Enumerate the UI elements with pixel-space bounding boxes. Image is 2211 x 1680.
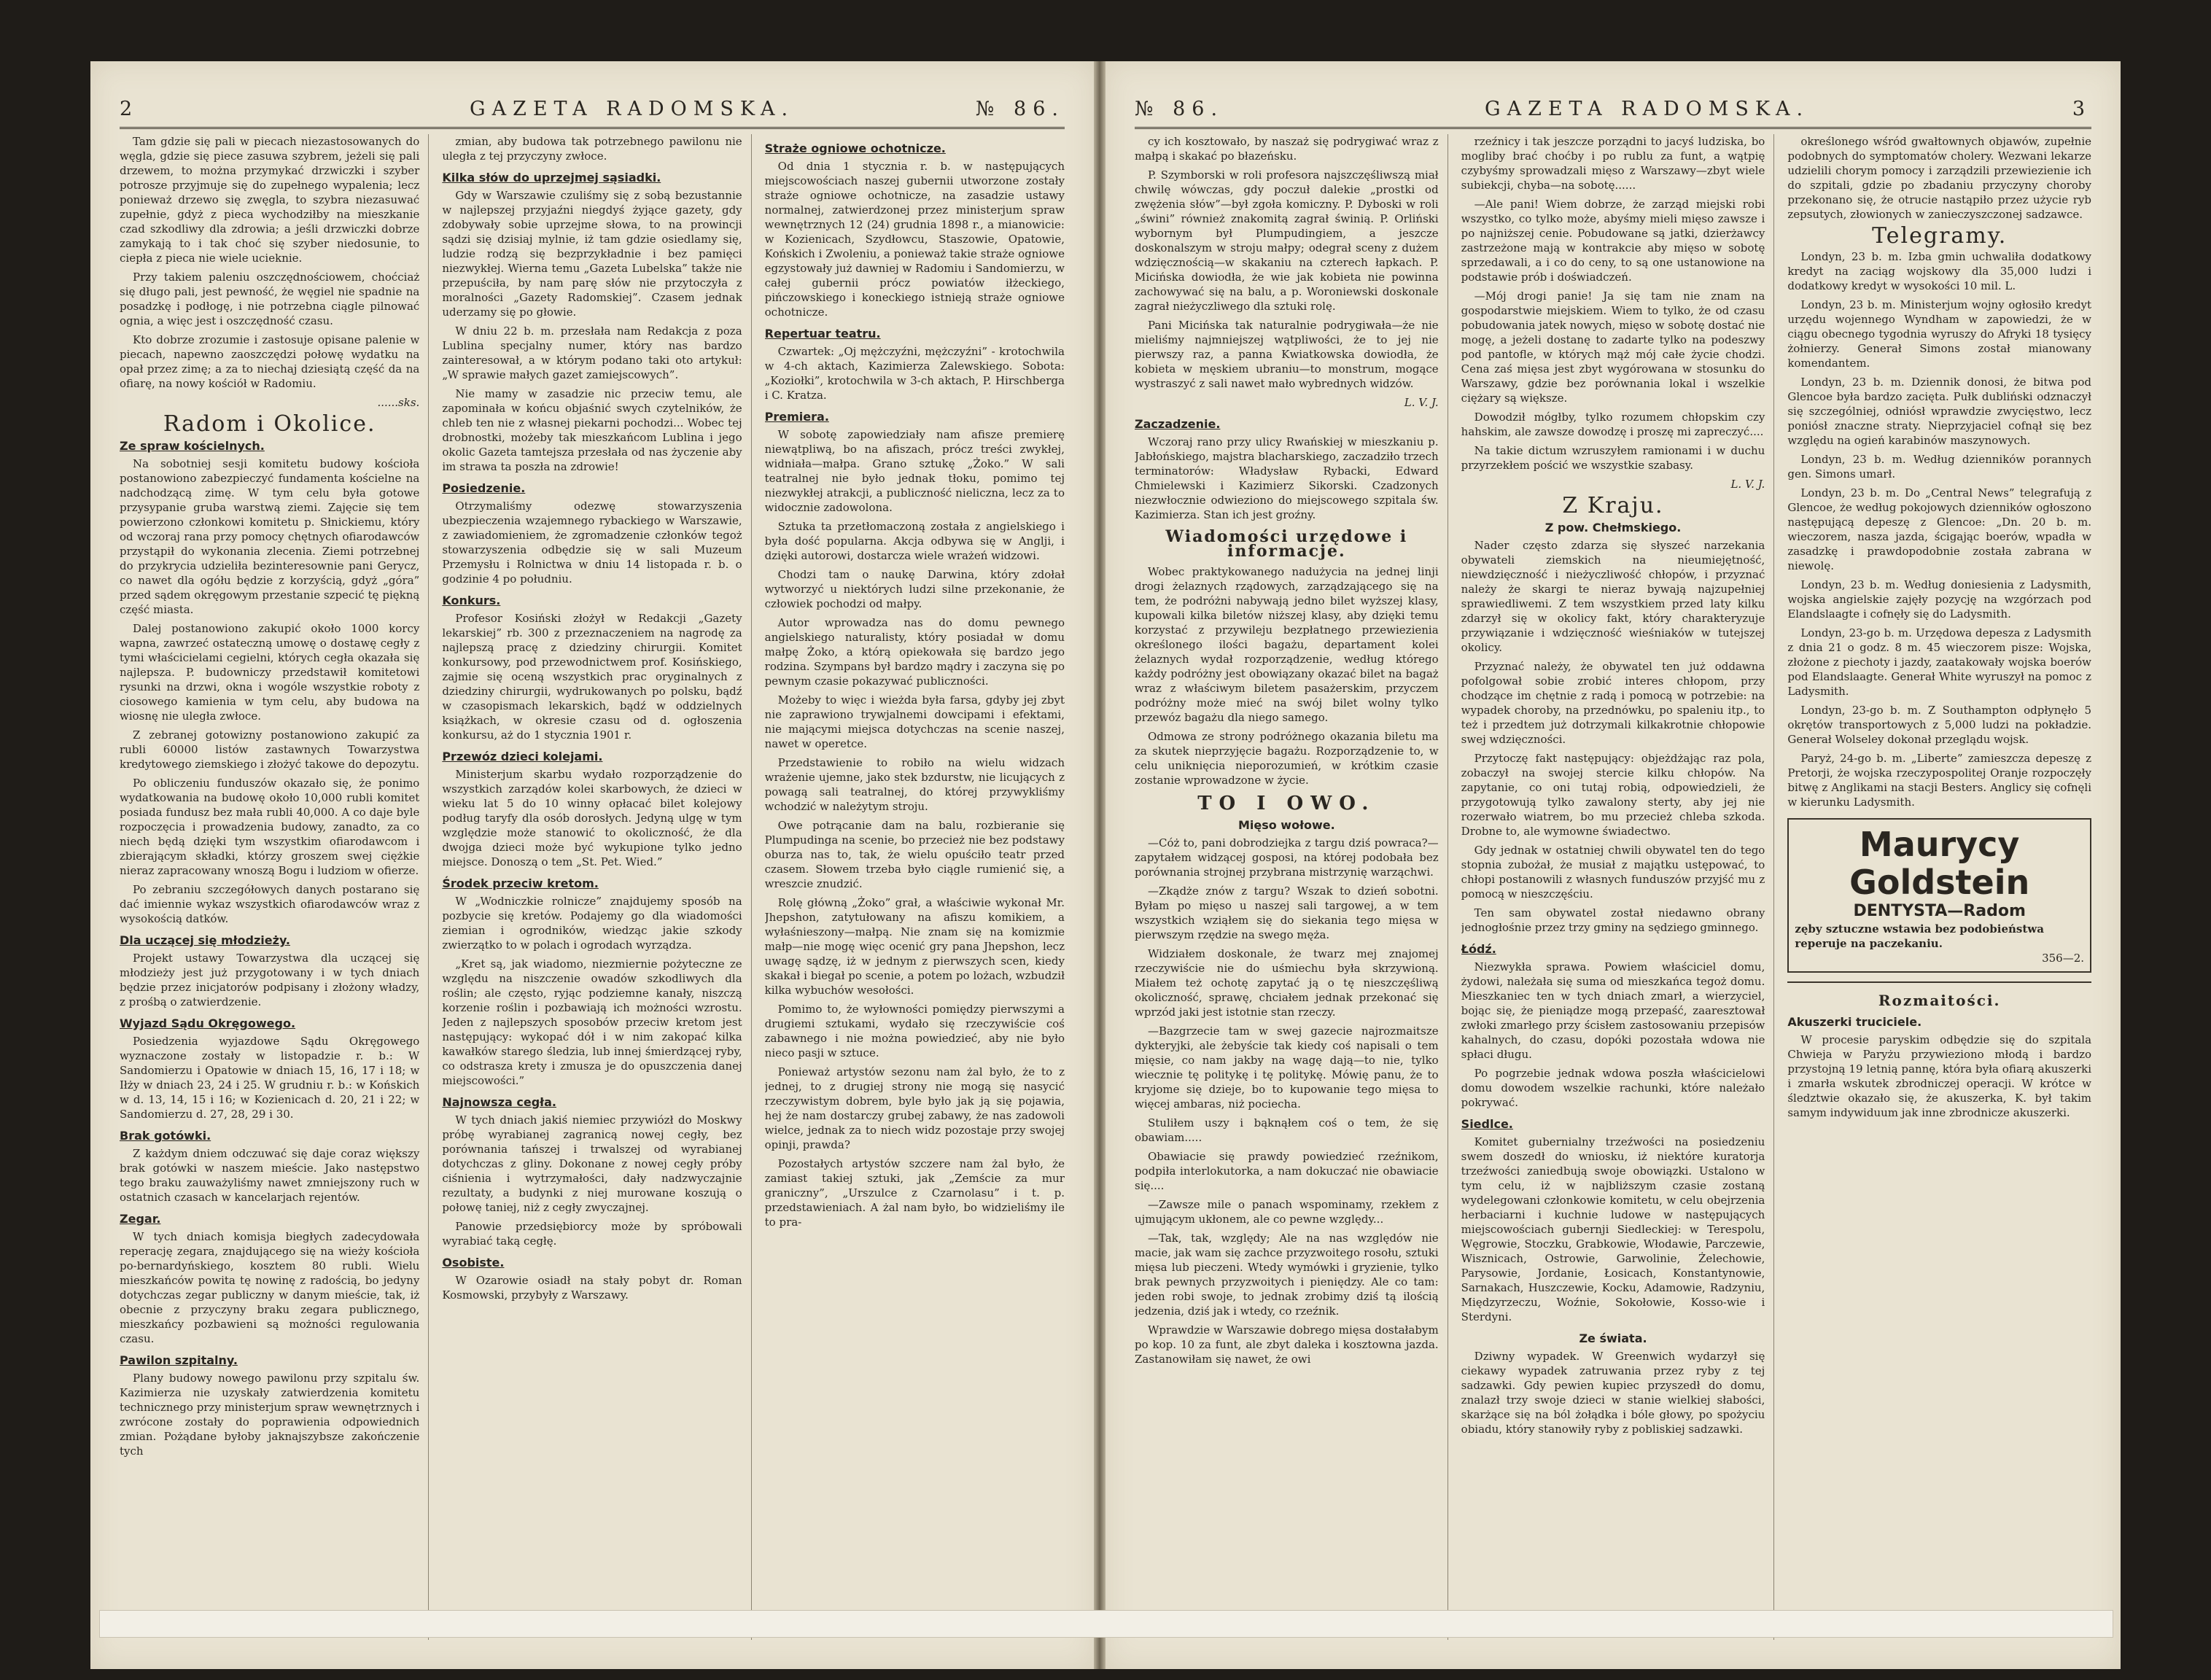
page-number: 2 xyxy=(120,98,139,120)
telegram-item: Londyn, 23-go b. m. Urzędowa depesza z Ladysmith z dnia 21 o godz. 8 m. 45 wieczorem pisze: Wojska, złożone z piechoty i jazdy, zaatakowały wojska boerów pod Elandslaagte. Generał White wyruszył na pomoc z Ladysmith. xyxy=(1787,626,2092,698)
paragraph: Nader często zdarza się słyszeć narzekania obywateli ziemskich na nieumiejętność, niewdzięczność i nieżyczliwość chłopów, i przyznać należy że skargi te nieraz bywają najzupełniej sprawiedliwemi. Z tem wszystkiem przed laty kilku zdarzył się w okolicy fakt, który charakteryzuje przywiązanie i wdzięczność wieśniaków w tutejszej okolicy. xyxy=(1461,539,1765,654)
paragraph: Przy takiem paleniu oszczędnościowem, choćciaż się długo pali, jest pewność, że węgiel nie spadnie na posadzkę i podłogę, i nie potrzebna ciągle pilnować ognia, a więc jest i oszczędność czasu. xyxy=(120,271,420,327)
paragraph: P. Szymborski w roli profesora najszczęśliwszą miał chwilę wówczas, gdy poczuł dalekie „prostki od zwężenia słów”—był zgoła komiczny. P. Dyboski w roli „świni” również znakomitą zagrał świnią. P. Orliński wybornym był Plumpudingiem, a jeszcze doskonalszym w stroju małpy; odegrał sceny z dużem wdzięcznością—w skakaniu na czterech łapkach. P. Micińska dowiodła, że wie jak kobieta nie powinna zachowywać się na balu, a p. Woroniewski doskonale zagrał nieżyczliwego dla sztuki rolę. xyxy=(1135,168,1439,313)
paragraph: Nie mamy w zasadzie nic przeciw temu, ale zapominała w końcu objaśnić swych czytelników, że chleb ten nie z własnej piekarni pochodzi... Wobec tej drobnostki, możeby tak mieszkańcom Lublina i jego okolic Gazeta tamtejsza przesłała od nas życzenie aby im strawa ta poszła na zdrowie! xyxy=(442,387,742,473)
paragraph: W procesie paryskim odbędzie się do szpitala Chwieja w Paryżu przywieziono młodą i bardzo przystojną 19 letnią pannę, która była ofiarą akuszerki i zmarła wskutek zbrodniczej operacji. W krótce w śledztwie okazało się, że akuszerka, K. był takim samym indywiduum jak inne zbrodnicze akuszerki. xyxy=(1787,1033,2092,1119)
telegram-item: Londyn, 23 b. m. Według doniesienia z Ladysmith, wojska angielskie zajęły pozycję na wzgórzach pod Elandslaagte i cofnęły się do Ladysmith. xyxy=(1787,578,2092,621)
paragraph: Ministerjum skarbu wydało rozporządzenie do wszystkich zarządów kolei skarbowych, że dzieci w wieku lat 5 do 10 winny opłacać bilet kolejowy podług taryfy dla osób dorosłych. Jedyną ulgę w tym względzie może stanowić to okoliczność, że dla dwojga dzieci może być wykupione tylko jedno miejsce. Donoszą o tem „St. Pet. Wied.” xyxy=(442,768,742,868)
paragraph: Owe potrącanie dam na balu, rozbieranie się Plumpudinga na scenie, bo przecież nie bez podstawy oburza nas to, tak, że wielu opuściło teatr przed czasem. Słowem trzeba było ciągle rumienić się, a wreszcie znudzić. xyxy=(764,819,1065,890)
paragraph: —Ale pani! Wiem dobrze, że zarząd miejski robi wszystko, co tylko może, abyśmy mieli mięso zawsze i po najniższej cenie. Pobudowane są jatki, dzierżawcy zastrzeżone mają w kontrakcie aby mięso w sobotę sprzedawali, a i co do ceny, to są one ustanowione na podstawie prób i doświadczeń. xyxy=(1461,198,1765,284)
left-column-2 xyxy=(442,134,751,1640)
left-column-3 xyxy=(765,134,1065,1640)
subheading: Z pow. Chełmskiego. xyxy=(1544,521,1682,534)
paragraph: Gdy w Warszawie czuliśmy się z sobą bezustannie w najlepszej przyjaźni niegdyś żyjące gazety, gdy zdobywały sobie uprzejme słowa, to na prowincji sądzi się dzisiaj mylnie, iż tam gdzie osiedlamy się, ludzie rodzą się bezprzykładnie i bez pamięci niezwykłej. Wierna temu „Gazeta Lubelska” także nie przepuściła, by nam parę słów nie przytoczyła z moralności „Gazety Radomskiej”. Czasem jednak uderzamy się po głowie. xyxy=(442,189,742,319)
paragraph: Po obliczeniu funduszów okazało się, że ponimo wydatkowania na budowę około 10,000 rubli komitet posiada fundusz bez mała rubli 40,000. A co daje byle rozpoczęcia i prowadzenia budowy, zanadto, za co niech będą dzięki tym wszystkim ofiarodawcom i zbierającym składki, którzy groszem swej ciężkie nieraz zapracowany wnoszą Bogu i ludziom w ofierze. xyxy=(120,777,420,877)
subheading: Przewóz dzieci kolejami. xyxy=(442,750,603,763)
ad-name: Maurycy Goldstein xyxy=(1849,825,2030,902)
paragraph: Posiedzenia wyjazdowe Sądu Okręgowego wyznaczone zostały w listopadzie r. b.: W Sandomierzu i Opatowie w dniach 15, 16, 17 i 18; w Iłży w dniach 23, 24 i 25. W grudniu r. b.: w Końskich w d. 13, 14, 15 i 16; w Kozienicach d. 20, 21 i 22; w Sandomierzu d. 27, 28, 29 i 30. xyxy=(120,1035,420,1121)
subheading: Kilka słów do uprzejmej sąsiadki. xyxy=(442,171,661,184)
ad-profession: DENTYSTA—Radom xyxy=(1853,902,2026,920)
left-page-header xyxy=(120,98,1065,129)
paragraph: rzeźnicy i tak jeszcze porządni to jacyś ludziska, bo mogliby brać choćby i po rublu za funt, a wątpię czybyśmy sprowadzali mięso z Warszawy—zbyt wiele subiekcji, chyba—na sobotę...... xyxy=(1461,135,1765,192)
paragraph: Z zebranej gotowizny postanowiono zakupić za rubli 60000 listów zastawnych Towarzystwa kredytowego ziemskiego i złożyć takowe do depozytu. xyxy=(120,728,420,771)
paragraph: „Kret są, jak wiadomo, niezmiernie pożyteczne ze względu na niszczenie owadów szkodliwych dla roślin; ale często, ryjąc podziemne kanały, niszczą korzenie roślin i pozbawiają ich możności wzrostu. Jeden z najlepszych sposobów przeciw kretom jest następujący: wykopać dół i w nim zakopać kilka kawałków starego śledzia, lub innej śmierdzącej ryby, co odstrasza krety i zmusza je do opuszczenia danej miejscowości.” xyxy=(442,957,742,1087)
paragraph: Przedstawienie to robiło na wielu widzach wrażenie ujemne, jako stek bzdurstw, nie licujących z powagą sali teatralnej, do której przywykliśmy wchodzić w należytym stroju. xyxy=(764,756,1065,813)
paragraph: Odmowa ze strony podróżnego okazania biletu ma za skutek nieprzyjęcie bagażu. Rozporządzenie to, w celu uniknięcia nieporozumień, w krótkim czasie zostanie wprowadzone w życie. xyxy=(1135,730,1439,787)
paragraph: Projekt ustawy Towarzystwa dla uczącej się młodzieży jest już przygotowany i w tych dniach będzie przez inicjatorów podpisany i złożony władzy, z prośbą o zatwierdzenie. xyxy=(120,952,420,1008)
telegram-item: Londyn, 23-go b. m. Z Southampton odpłynęło 5 okrętów transportowych z 5,000 ludzi na pokładzie. Generał Wolseley dokonał przeglądu wojsk. xyxy=(1787,704,2092,746)
paragraph: Stuliłem uszy i bąknąłem coś o tem, że się obawiam..... xyxy=(1135,1116,1439,1144)
right-column-2 xyxy=(1461,134,1775,1640)
telegram-item: Paryż, 24-go b. m. „Liberte” zamieszcza depeszę z Pretorji, że wojska rzeczypospolitej Oranje rozpoczęły bitwę z Anglikami na stacji Besters. Anglicy się cofnęli w kierunku Ladysmith. xyxy=(1787,752,2092,809)
subheading: Repertuar teatru. xyxy=(764,327,881,341)
paragraph: W „Wodniczkie rolnicze” znajdujemy sposób na pozbycie się kretów. Podajemy go dla wiadomości ziemian i ogrodników, wiedząc jakie szkody zwierzątko to w polach i ogrodach wyrządza. xyxy=(442,895,742,952)
telegram-item: Londyn, 23 b. m. Do „Central News” telegrafują z Glencoe, że według pokojowych dzienników ogłoszono następującą depeszę z Glencoe: „Dn. 20 b. m. wieczorem, nasza jazda, ścigając boerów, wpadła w zasadzkę i prawdopodobnie została zabrana w niewolę. xyxy=(1787,486,2092,572)
section-heading: Radom i Okolice. xyxy=(163,411,376,437)
paragraph: cy ich kosztowało, by naszaż się podrygiwać wraz z małpą i skakać po błazeńsku. xyxy=(1135,135,1439,163)
paragraph: W sobotę zapowiedziały nam afisze premierę niewątpliwą, bo na afiszach, prócz treści zwykłej, widniała—małpa. Grano sztukę „Żoko.” W sali teatralnej nie było jednak tłoku, pomimo tej niezwykłej atrakcji, a publiczność nieliczna, lecz za to widocznie zadowolona. xyxy=(764,428,1065,514)
subheading: Siedlce. xyxy=(1461,1117,1513,1131)
paragraph: Otrzymaliśmy odezwę stowarzyszenia ubezpieczenia wzajemnego rybackiego w Warszawie, z zawiadomieniem, że zgromadzenie członków tegoż stowarzyszenia odbędzie się w sali Muzeum Przemysłu i Rolnictwa w dniu 14 listopada r. b. o godzinie 4 po południu. xyxy=(442,499,742,586)
issue-number: № 86. xyxy=(1135,98,1224,120)
right-column-1 xyxy=(1135,134,1448,1640)
paragraph: Po pogrzebie jednak wdowa poszła właścicielowi domu dowodem wszelkie rachunki, które należało pokrywać. xyxy=(1461,1067,1765,1109)
paragraph: —Zawsze mile o panach wspominamy, rzekłem z ujmującym ukłonem, ale co pewne względy... xyxy=(1135,1198,1439,1226)
newspaper-title: GAZETA RADOMSKA. xyxy=(1485,98,1810,120)
signature: ......sks. xyxy=(377,396,420,409)
paragraph: Rolę główną „Żoko” grał, a właściwie wykonał Mr. Jhepshon, zatytułowany na afiszu komikiem, a wyłaśnieszony—małpą. Nie znam się na komizmie małp—nie mogę więc ocenić gry pana Jhepshon, lecz uwagę sądzę, iż w jednym z pierwszych scen, kiedy skakał i biegał po scenie, a potem po lożach, wzbudził kilka wybuchów wesołości. xyxy=(764,896,1065,997)
paragraph: określonego wśród gwałtownych objawów, zupełnie podobnych do symptomatów cholery. Wezwani lekarze udzielili chorym pomocy i zarządzili przewiezienie ich do szpitali, gdzie po zbadaniu przyczyny choroby przekonano się, że otrucie nastąpiło przez użycie ryb zepsutych, złowionych w zanieczyszczonej sadzawce. xyxy=(1787,135,2092,221)
section-heading: Z Kraju. xyxy=(1562,493,1664,518)
paragraph: Autor wprowadza nas do domu pewnego angielskiego naturalisty, który posiadał w domu małpę Żoko, a którą opiekowała się bardzo jego rodzina. Szympans był bardzo mądry i zaczyna się po pewnym czasie pokazywać publiczności. xyxy=(764,616,1065,688)
subheading: Straże ogniowe ochotnicze. xyxy=(764,141,946,155)
paragraph: Gdy jednak w ostatniej chwili obywatel ten do tego stopnia zubożał, że musiał z majątku ustępować, to chłopi postanowili z własnych funduszów przyjść mu z pomocą w nieszczęściu. xyxy=(1461,844,1765,901)
paragraph: Ten sam obywatel został niedawno obrany jednogłośnie przez trzy gminy na sędziego gminnego. xyxy=(1461,906,1765,934)
paragraph: W tych dniach jakiś niemiec przywiózł do Moskwy próbę wyrabianej zagranicą nowej cegły, bez porównania tańszej i trwalszej od wyrabianej dotychczas z gliny. Dokonane z nowej cegły próby ciśnienia i wytrzymałości, dały nadzwyczajnie rezultaty, a budynki z niej murowane koszują o połowę taniej, niż z cegły zwyczajnej. xyxy=(442,1113,742,1214)
subheading: Zegar. xyxy=(120,1212,161,1226)
paragraph: Plany budowy nowego pawilonu przy szpitalu św. Kazimierza nie uzyskały zatwierdzenia komitetu technicznego przy ministerjum spraw wewnętrznych i zwrócone zostały do poprawienia odpowiednich zmian. Pożądane byłoby jaknajszybsze zakończenie tych xyxy=(120,1372,420,1458)
paragraph: Tam gdzie się pali w piecach niezastosowanych do węgla, gdzie się piece zasuwa szybrem, jeżeli się pali drzewem, to można przymykać drzwiczki i szyber potrosze przyjmuje się do zupełnego wypalenia; lecz ponieważ drzewo się zwęgla, to szybra niezasuwać zupełnie, gdyż z pieca wychodziłby na mieszkanie czad szkodliwy dla zdrowia; a jeśli drzwiczki dobrze zamykają to i tak choć się szyber niedosunie, to ciepła z pieca nie wiele ucieknie. xyxy=(120,135,420,265)
paragraph: W Ozarowie osiadł na stały pobyt dr. Roman Kosmowski, przybyły z Warszawy. xyxy=(442,1274,742,1302)
to-i-owo-heading: TO I OWO. xyxy=(1197,793,1376,814)
paragraph: Niezwykła sprawa. Powiem właściciel domu, żydowi, należała się suma od mieszkańca tegoż domu. Mieszkaniec ten w tych dniach zmarł, a wierzyciel, bojąc się, że pieniądze mogą przepaść, zaaresztował zwłoki zmarłego przy ścisłem zastosowaniu przepisów kahalnych, do czasu, dopóki pozostała wdowa nie spłaci długu. xyxy=(1461,960,1765,1061)
book-gutter xyxy=(1094,61,1106,1669)
paragraph: Kto dobrze zrozumie i zastosuje opisane palenie w piecach, napewno zaoszczędzi połowę wydatku na opał przez zimę; a za to niechaj dziesiątą część da na ofiarę, na nowy kościół w Radomiu. xyxy=(120,333,420,390)
paragraph: Przyznać należy, że obywatel ten już oddawna pofolgował sobie zrobić interes chłopom, przy chodzące im chętnie z radą i pomocą w potrzebie: na wypadek choroby, na przednówku, po spaleniu itp., to też i przedtem już dotrzymali kilkakrotnie chłopowie swej wdzięczności. xyxy=(1461,660,1765,746)
subheading: Ze świata. xyxy=(1579,1331,1647,1345)
paragraph: —Zkądże znów z targu? Wszak to dzień sobotni. Byłam po mięso u naszej sali targowej, a w tem wszystkich wziąłem się do siekania tego mięsa w pierwszym rzędzie na swego męża. xyxy=(1135,884,1439,941)
left-column-1 xyxy=(120,134,429,1640)
subheading: Akuszerki truciciele. xyxy=(1787,1015,1922,1029)
subheading: Osobiste. xyxy=(442,1256,505,1269)
subheading: Brak gotówki. xyxy=(120,1129,211,1143)
miscellany-section xyxy=(1787,981,2091,1120)
paragraph: zmian, aby budowa tak potrzebnego pawilonu nie uległa z tej przyczyny zwłoce. xyxy=(442,135,742,163)
paragraph: —Mój drogi panie! Ja się tam nie znam na gospodarstwie miejskiem. Wiem to tylko, że od czasu pobudowania jatek nowych, mięso w sobotę dostać nie mogę, a jeżeli dostanę to zadarte tylko na podeszwy pod pantofle, w których mąż mój całe życie chodzi. Cena zaś mięsa jest zbyt wygórowana w stosunku do Warszawy, gdzie bez porównania lokal i wszelkie ciężary są większe. xyxy=(1461,289,1765,405)
paragraph: W tych dniach komisja biegłych zadecydowała reperację zegara, znajdującego się na wieży kościoła po-bernardyńskiego, kosztem 80 rubli. Wielu mieszkańców powita tę nowinę z radością, bo jedyny dotychczas zegar publiczny w danym mieście, tak, iż obecnie z przyczyny braku zegara publicznego, mieszkańcy pozbawieni są możności regulowania czasu. xyxy=(120,1230,420,1345)
signature: L. V. J. xyxy=(1404,396,1439,409)
subheading: Konkurs. xyxy=(442,594,501,607)
subheading: Mięso wołowe. xyxy=(1237,818,1335,832)
paragraph: Czwartek: „Oj mężczyźni, mężczyźni” - krotochwila w 4-ch aktach, Kazimierza Zalewskiego. Sobota: „Koziołki”, krotochwila w 3-ch aktach, P. Hirschberga i C. Kratza. xyxy=(764,345,1065,402)
ad-number: 356—2. xyxy=(2042,952,2085,965)
paragraph: Z każdym dniem odczuwać się daje coraz większy brak gotówki w naszem mieście. Jako następstwo tego braku zauważyliśmy nawet zmniejszony ruch w ostatnich czasach w kancelarjach rejentów. xyxy=(120,1147,420,1204)
subheading: Posiedzenie. xyxy=(442,481,526,495)
page-number: 3 xyxy=(2072,98,2091,120)
right-page-header xyxy=(1135,98,2091,129)
dentist-advertisement xyxy=(1787,818,2091,973)
paragraph: Możeby to więc i wieżda była farsa, gdyby jej zbyt nie zaprawiono trywjalnemi dowcipami i efektami, nie mającymi miejsca dotychczas na scenie naszej, nawet w operetce. xyxy=(764,693,1065,750)
subheading: Łódź. xyxy=(1461,942,1496,956)
paragraph: Profesor Kosiński złożył w Redakcji „Gazety lekarskiej” rb. 300 z przeznaczeniem na nagrodę za najlepszą pracę z dziedziny chirurgii. Komitet konkursowy, pod przewodnictwem prof. Kosińskiego, zajmie się oceną wszystkich prac oryginalnych z dziedziny chirurgii, wydrukowanych po polsku, bądź w czasopismach lekarskich, bądź w oddzielnych książkach, w okresie czasu od d. ogłoszenia konkursu, aż do 1 stycznia 1901 r. xyxy=(442,612,742,742)
paragraph: Dziwny wypadek. W Greenwich wydarzył się ciekawy wypadek zatruwania przez ryby z tej sadzawki. Gdy pewien kupiec przyszedł do domu, znalazł trzy swoje dzieci w stanie wielkiej słabości, skarżące się na ból żołądka i bóle głowy, po spożyciu obiadu, który stanowiły ryby z pobliskiej sadzawki. xyxy=(1461,1350,1765,1436)
newspaper-title: GAZETA RADOMSKA. xyxy=(470,98,795,120)
subheading: Zaczadzenie. xyxy=(1135,417,1221,431)
paragraph: Pani Micińska tak naturalnie podrygiwała—że nie mieliśmy najmniejszej wątpliwości, że to jej nie pierwszy raz, a panna Kwiatkowska dowiodła, że kobieta w męskiem ubraniu—to monstrum, mogące wystraszyć z sali nawet mało wybrednych widzów. xyxy=(1135,319,1439,390)
paragraph: Pomimo to, że wyłowności pomiędzy pierwszymi a drugiemi sztukami, wydało się rzeczywiście coś zabawnego i nie można powiedzieć, aby nie było nieco pasji w sztuce. xyxy=(764,1003,1065,1059)
paragraph: W dniu 22 b. m. przesłała nam Redakcja z poza Lublina specjalny numer, który nas bardzo zainteresował, a w którym podano taki oto artykuł: „W sprawie małych gazet zamiejscowych”. xyxy=(442,324,742,381)
paragraph: —Bazgrzecie tam w swej gazecie najrozmaitsze dykteryjki, ale żebyście tak kiedy coś napisali o tem mięsie, co nam jakby na wagę dają—to nie, tylko wiecznie tę politykę i tę politykę. Mówię panu, że to kryjome się dzieje, bo to kupowanie tego mięsa to więcej ambaras, niż pociecha. xyxy=(1135,1024,1439,1111)
ad-description: zęby sztuczne wstawia bez podobieństwa reperuje na paczekaniu. xyxy=(1795,922,2044,950)
signature: L. V. J. xyxy=(1730,478,1765,491)
paragraph: Widziałem doskonale, że twarz mej znajomej rzeczywiście nie do uśmiechu była skrzywioną. Miałem też ochotę zapytać ją o tę nieszczęśliwą okoliczność, sprawę, chciałem jednak przekonać się wprzód jaki jest istotnie stan rzeczy. xyxy=(1135,947,1439,1019)
issue-number: № 86. xyxy=(975,98,1065,120)
subheading: Premiera. xyxy=(764,410,829,424)
paragraph: Po zebraniu szczegółowych danych postarano się dać imiennie wykaz wszystkich ofiarodawców wraz z wysokością datków. xyxy=(120,883,420,925)
telegram-item: Londyn, 23 b. m. Według dzienników porannych gen. Simons umarł. xyxy=(1787,453,2092,481)
paragraph: Obawiacie się prawdy powiedzieć rzeźnikom, podpiła interlokutorka, a nam dokuczać nie obawiacie się.... xyxy=(1135,1150,1439,1192)
subheading: Wyjazd Sądu Okręgowego. xyxy=(120,1016,296,1030)
paragraph: Wprawdzie w Warszawie dobrego mięsa dostałabym po kop. 10 za funt, ale zbyt daleka i kosztowna jazda. Zastanowiłam się nawet, że owi xyxy=(1135,1323,1439,1366)
subheading: Dla uczącej się młodzieży. xyxy=(120,933,290,947)
scanner-bottom-bar xyxy=(99,1610,2113,1638)
subheading: Najnowsza cegła. xyxy=(442,1095,556,1109)
paragraph: —Tak, tak, względy; Ale na nas względów nie macie, jak wam się zachce przyzwoitego rosołu, sztuki mięsa lub pieczeni. Wtedy wymówki i gryzienie, tylko brak pewnych przyzwoitych i pieniędzy. Ale co tam: jeden robi swoje, to jednak zrobimy dziś tą ilością jedzenia, dziś jak i wtedy, co rzeźnik. xyxy=(1135,1232,1439,1318)
left-page xyxy=(90,61,1094,1669)
paragraph: Chodzi tam o naukę Darwina, który zdołał wytworzyć u niektórych ludzi silne przekonanie, że człowiek pochodzi od małpy. xyxy=(764,568,1065,610)
section-heading: Rozmaitości. xyxy=(1878,992,2001,1009)
paragraph: Panowie przedsiębiorcy może by spróbowali wyrabiać taką cegłę. xyxy=(442,1220,742,1248)
paragraph: Wobec praktykowanego nadużycia na jednej linji drogi żelaznych rządowych, zarządzającego się na tem, że podróżni nabywają jedno bilet wyższej klasy, kupowali kilka biletów niższej klasy, aby dzięki temu korzystać z przywileju bezpłatnego przewiezienia określonego ilości bagażu, departament kolei żelaznych wydał rozporządzenie, według którego każdy podróżny jest obowiązany okazać bilet na bagaż wraz z właściwym biletem pasażerskim, przyczem podróżny może mieć na swój bilet wolny tylko przewóz bagażu dla niego samego. xyxy=(1135,565,1439,724)
subheading: Ze spraw kościelnych. xyxy=(120,439,265,453)
paragraph: Wczoraj rano przy ulicy Rwańskiej w mieszkaniu p. Jabłońskiego, majstra blacharskiego, zaczadziło trzech terminatorów: Władysław Rybacki, Edward Chmielewski i Kazimierz Sikorski. Czadzonych niezwłocznie odwieziono do miejscowego szpitala św. Kazimierza. Stan ich jest groźny. xyxy=(1135,435,1439,521)
telegram-item: Londyn, 23 b. m. Ministerjum wojny ogłosiło kredyt urzędu wojennego Wyndham w zapowiedzi, że w ciągu obecnego tygodnia wyruszy do Afryki 18 tysięcy żołnierzy. Generał Simons został mianowany komendantem. xyxy=(1787,298,2092,370)
paragraph: Przytoczę fakt następujący: objeżdżając raz pola, zobaczył na swojej stercie kilku chłopów. Na zapytanie, co oni tutaj robią, odpowiedzieli, że przygotowują tylko zawalony sterty, aby jej nie rozerwało wiatrem, bo mu przecież chleba szkoda. Drobne to, ale wymowne świadectwo. xyxy=(1461,752,1765,838)
paragraph: Na takie dictum wzruszyłem ramionami i w duchu przyrzekłem pościć we wszystkie szabasy. xyxy=(1461,444,1765,472)
right-column-3 xyxy=(1787,134,2091,1640)
telegrams-heading: Telegramy. xyxy=(1872,223,2008,249)
paragraph: Pozostałych artystów szczere nam żal było, że zamiast takiej sztuki, jak „Zemście za mur graniczny”, „Urszulce z Czarnolasu” i t. p. przedstawieniach. A żal nam było, bo widzieliśmy ile to pra- xyxy=(764,1157,1065,1229)
paragraph: Ponieważ artystów sezonu nam żal było, że to z jednej, to z drugiej strony nie mogą się nasycić rzeczywistym dobrem, byle było jak ją się pojawia, hej że nam dostarczy grubej zabawy, że nas zadowoli wielce, jednak za to niech widz pozostaje przy swojej opinji, prawda? xyxy=(764,1065,1065,1151)
telegram-item: Londyn, 23 b. m. Izba gmin uchwaliła dodatkowy kredyt na zaciąg wojskowy dla 35,000 ludzi i dodatkowy kredyt w wysokości 10 mil. L. xyxy=(1787,250,2092,292)
paragraph: Sztuka ta przetłomaczoną została z angielskiego i była dość popularna. Akcja odbywa się w Anglji, i dzięki autorowi, dostarcza wiele wrażeń widzowi. xyxy=(764,520,1065,562)
section-heading: Wiadomości urzędowe i informacje. xyxy=(1165,527,1408,561)
subheading: Środek przeciw kretom. xyxy=(442,876,599,890)
paragraph: Na sobotniej sesji komitetu budowy kościoła postanowiono zabezpieczyć fundamenta kościelne na nadchodzącą zimę. W tym celu była gotowe przysypanie gruba warstwą ziemi. Zajęcie się tem powierzono członkowi komitetu p. Słnickiemu, który od wczoraj rana przy pomocy chętnych ofiarodawców przystąpił do wykonania zlecenia. Ziemi potrzebnej do przykrycia udzieliła bezinteresownie pani Gerycz, co nawet dla ogółu będzie z korzyścią, gdyż „góra” przed sądem okręgowym przestanie szpecić tę piękną część miasta. xyxy=(120,457,420,616)
paragraph: Od dnia 1 stycznia r. b. w następujących miejscowościach naszej gubernii utworzone zostały straże ogniowe ochotnicze, na zasadzie ustawy normalnej, zatwierdzonej przez ministerjum spraw wewnętrznych 12 (24) grudnia 1898 r., a mianowicie: w Kozienicach, Szydłowcu, Staszowie, Opatowie, Końskich i Zwoleniu, a ponieważ takie straże ogniowe egzystowały już dawniej w Radomiu i Sandomierzu, w całej gubernii prócz powiatów iłżeckiego, pińczowskiego i koneckiego istnieją straże ogniowe ochotnicze. xyxy=(764,160,1065,319)
subheading: Pawilon szpitalny. xyxy=(120,1353,238,1367)
paragraph: Dowodził mógłby, tylko rozumem chłopskim czy hahskim, ale zawsze dowodzę i proszę mi zapreczyć.... xyxy=(1461,411,1765,438)
paragraph: —Cóż to, pani dobrodziejka z targu dziś powraca?—zapytałem widzącej gosposi, na której podobała bez porównania strojnej przybrana mistrzynię warząchwi. xyxy=(1135,836,1439,879)
paragraph: Dalej postanowiono zakupić około 1000 korcy wapna, zawrzeć ostateczną umowę o dostawę cegły z tymi właścicielami cegielni, których cegła okazała się najlepsza. P. budowniczy przedstawił komitetowi rysunki na drzwi, okna i wogóle wszystkie roboty z ciosowego kamienia w tym celu, aby budowa na wiosnę nie uległa zwłoce. xyxy=(120,622,420,723)
telegram-item: Londyn, 23 b. m. Dziennik donosi, że bitwa pod Glencoe była bardzo zacięta. Pułk dubliński odznaczył się szczególniej, odniósł wprawdzie zwycięstwo, lecz poniósł znaczne straty. Nieprzyjaciel cofnął się bez względu na ogień karabinów maszynowych. xyxy=(1787,376,2092,447)
paragraph: Komitet gubernialny trzeźwości na posiedzeniu swem doszedł do wniosku, iż niektóre kuratorja trzeźwości zaniedbują swoje obowiązki. Ustalono w tym celu, iż w najbliższym czasie zostaną wydelegowani członkowie komitetu, w celu obejrzenia herbaciarni i kuchnie ludowe w następujących miejscowościach gubernji Siedleckiej: w Terespolu, Węgrowie, Stoczku, Grabkowie, Włodawie, Parczewie, Wisznicach, Ostrowie, Garwolinie, Żelechowie, Parysowie, Jordanie, Łosicach, Konstantynowie, Sarnakach, Huszczewie, Kocku, Adamowie, Radzyniu, Międzyrzeczu, Woźnie, Sokołowie, Kosso-wie i Sterdyni. xyxy=(1461,1135,1765,1323)
right-page xyxy=(1106,61,2121,1669)
